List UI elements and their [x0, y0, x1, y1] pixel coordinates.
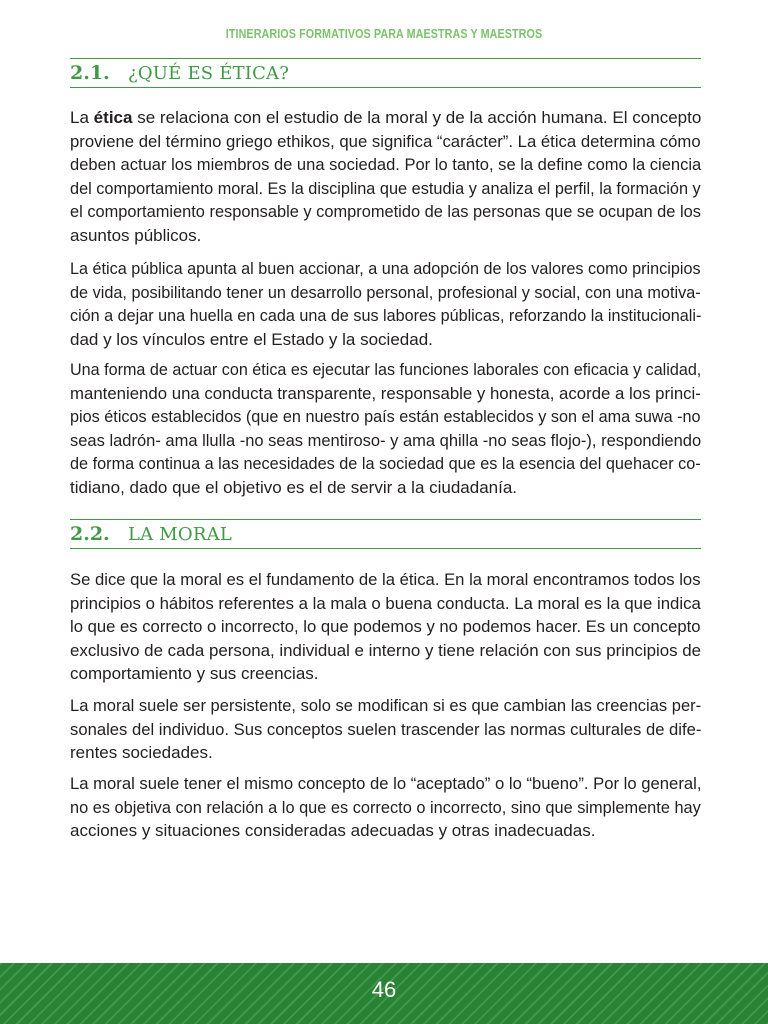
text-line: no es objetiva con relación a lo que es correcto o incorrecto, sino que simplemente hay — [70, 797, 701, 817]
text-line: ción a dejar una huella en cada una de sus labores públicas, reforzando la institucionali- — [70, 306, 702, 326]
paragraph-2-3 — [70, 772, 701, 843]
text-line: de vida, posibilitando tener un desarrollo personal, profesional y social, con una motiva- — [70, 282, 701, 302]
running-header: ITINERARIOS FORMATIVOS PARA MAESTRAS Y MAESTROS — [225, 27, 543, 41]
paragraph-2-2 — [70, 694, 701, 765]
text-line: La ética se relaciona con el estudio de la moral y de la acción humana. El concepto — [70, 108, 702, 127]
text-line: asuntos públicos. — [70, 225, 202, 245]
paragraph-1-3 — [70, 358, 701, 500]
text-line: Una forma de actuar con ética es ejecutar las funciones laborales con eficacia y calidad, — [70, 360, 702, 379]
text-line: comportamiento y sus creencias. — [70, 664, 319, 684]
text-line: dad y los vínculos entre el Estado y la sociedad. — [70, 329, 433, 349]
section-number: 2.2. — [70, 523, 110, 545]
text-line: proviene del término griego ethikos, que significa “carácter”. La ética determina cómo — [70, 131, 701, 151]
paragraph-1-1 — [70, 106, 701, 248]
text-line: manteniendo una conducta transparente, responsable y honesta, acorde a los princi- — [70, 383, 701, 403]
text-line: lo que es correcto o incorrecto, lo que podemos y no podemos hacer. Es un concepto — [70, 617, 701, 637]
section-title: LA MORAL — [128, 523, 232, 545]
section-title: ¿QUÉ ES ÉTICA? — [128, 62, 290, 84]
text-line: exclusivo de cada persona, individual e interno y tiene relación con sus principios de — [70, 640, 702, 660]
text-line: La moral suele tener el mismo concepto de lo “aceptado” o lo “bueno”. Por lo general, — [70, 774, 702, 793]
text-line: La ética pública apunta al buen accionar, a una adopción de los valores como principios — [70, 259, 701, 278]
text-line: principios o hábitos referentes a la mala o buena conducta. La moral es la que indica — [70, 593, 701, 613]
paragraph-2-1 — [70, 568, 701, 686]
text-line: Se dice que la moral es el fundamento de la ética. En la moral encontramos todos los — [70, 570, 701, 589]
text-line: La moral suele ser persistente, solo se modifican si es que cambian las creencias per- — [70, 696, 702, 715]
page-number: 46 — [371, 977, 397, 1002]
section-number: 2.1. — [70, 62, 110, 84]
text-line: acciones y situaciones consideradas adecuadas y otras inadecuadas. — [70, 821, 596, 841]
section-heading-2-1 — [70, 58, 701, 88]
text-line: pios éticos establecidos (que en nuestro país están establecidos y son el ama suwa -no — [70, 407, 701, 427]
text-line: tidiano, dado que el objetivo es el de servir a la ciudadanía. — [70, 477, 518, 497]
text-line: de forma continua a las necesidades de la sociedad que es la esencia del quehacer co- — [70, 454, 701, 474]
text-line: sonales del individuo. Sus conceptos suelen trascender las normas culturales de dife- — [70, 719, 702, 739]
text-line: del comportamiento moral. Es la disciplina que estudia y analiza el perfil, la formación y — [70, 178, 701, 198]
paragraph-1-2 — [70, 257, 701, 351]
text-line: deben actuar los miembros de una sociedad. Por lo tanto, se la define como la ciencia — [70, 155, 702, 175]
text-line: rentes sociedades. — [70, 743, 213, 763]
bold-term: ética — [93, 108, 133, 127]
text-line: seas ladrón- ama llulla -no seas mentiroso- y ama qhilla -no seas flojo-), respondiendo — [70, 430, 702, 450]
section-heading-2-2 — [70, 519, 701, 549]
text-line: el comportamiento responsable y comprometido de las personas que se ocupan de los — [70, 202, 701, 222]
